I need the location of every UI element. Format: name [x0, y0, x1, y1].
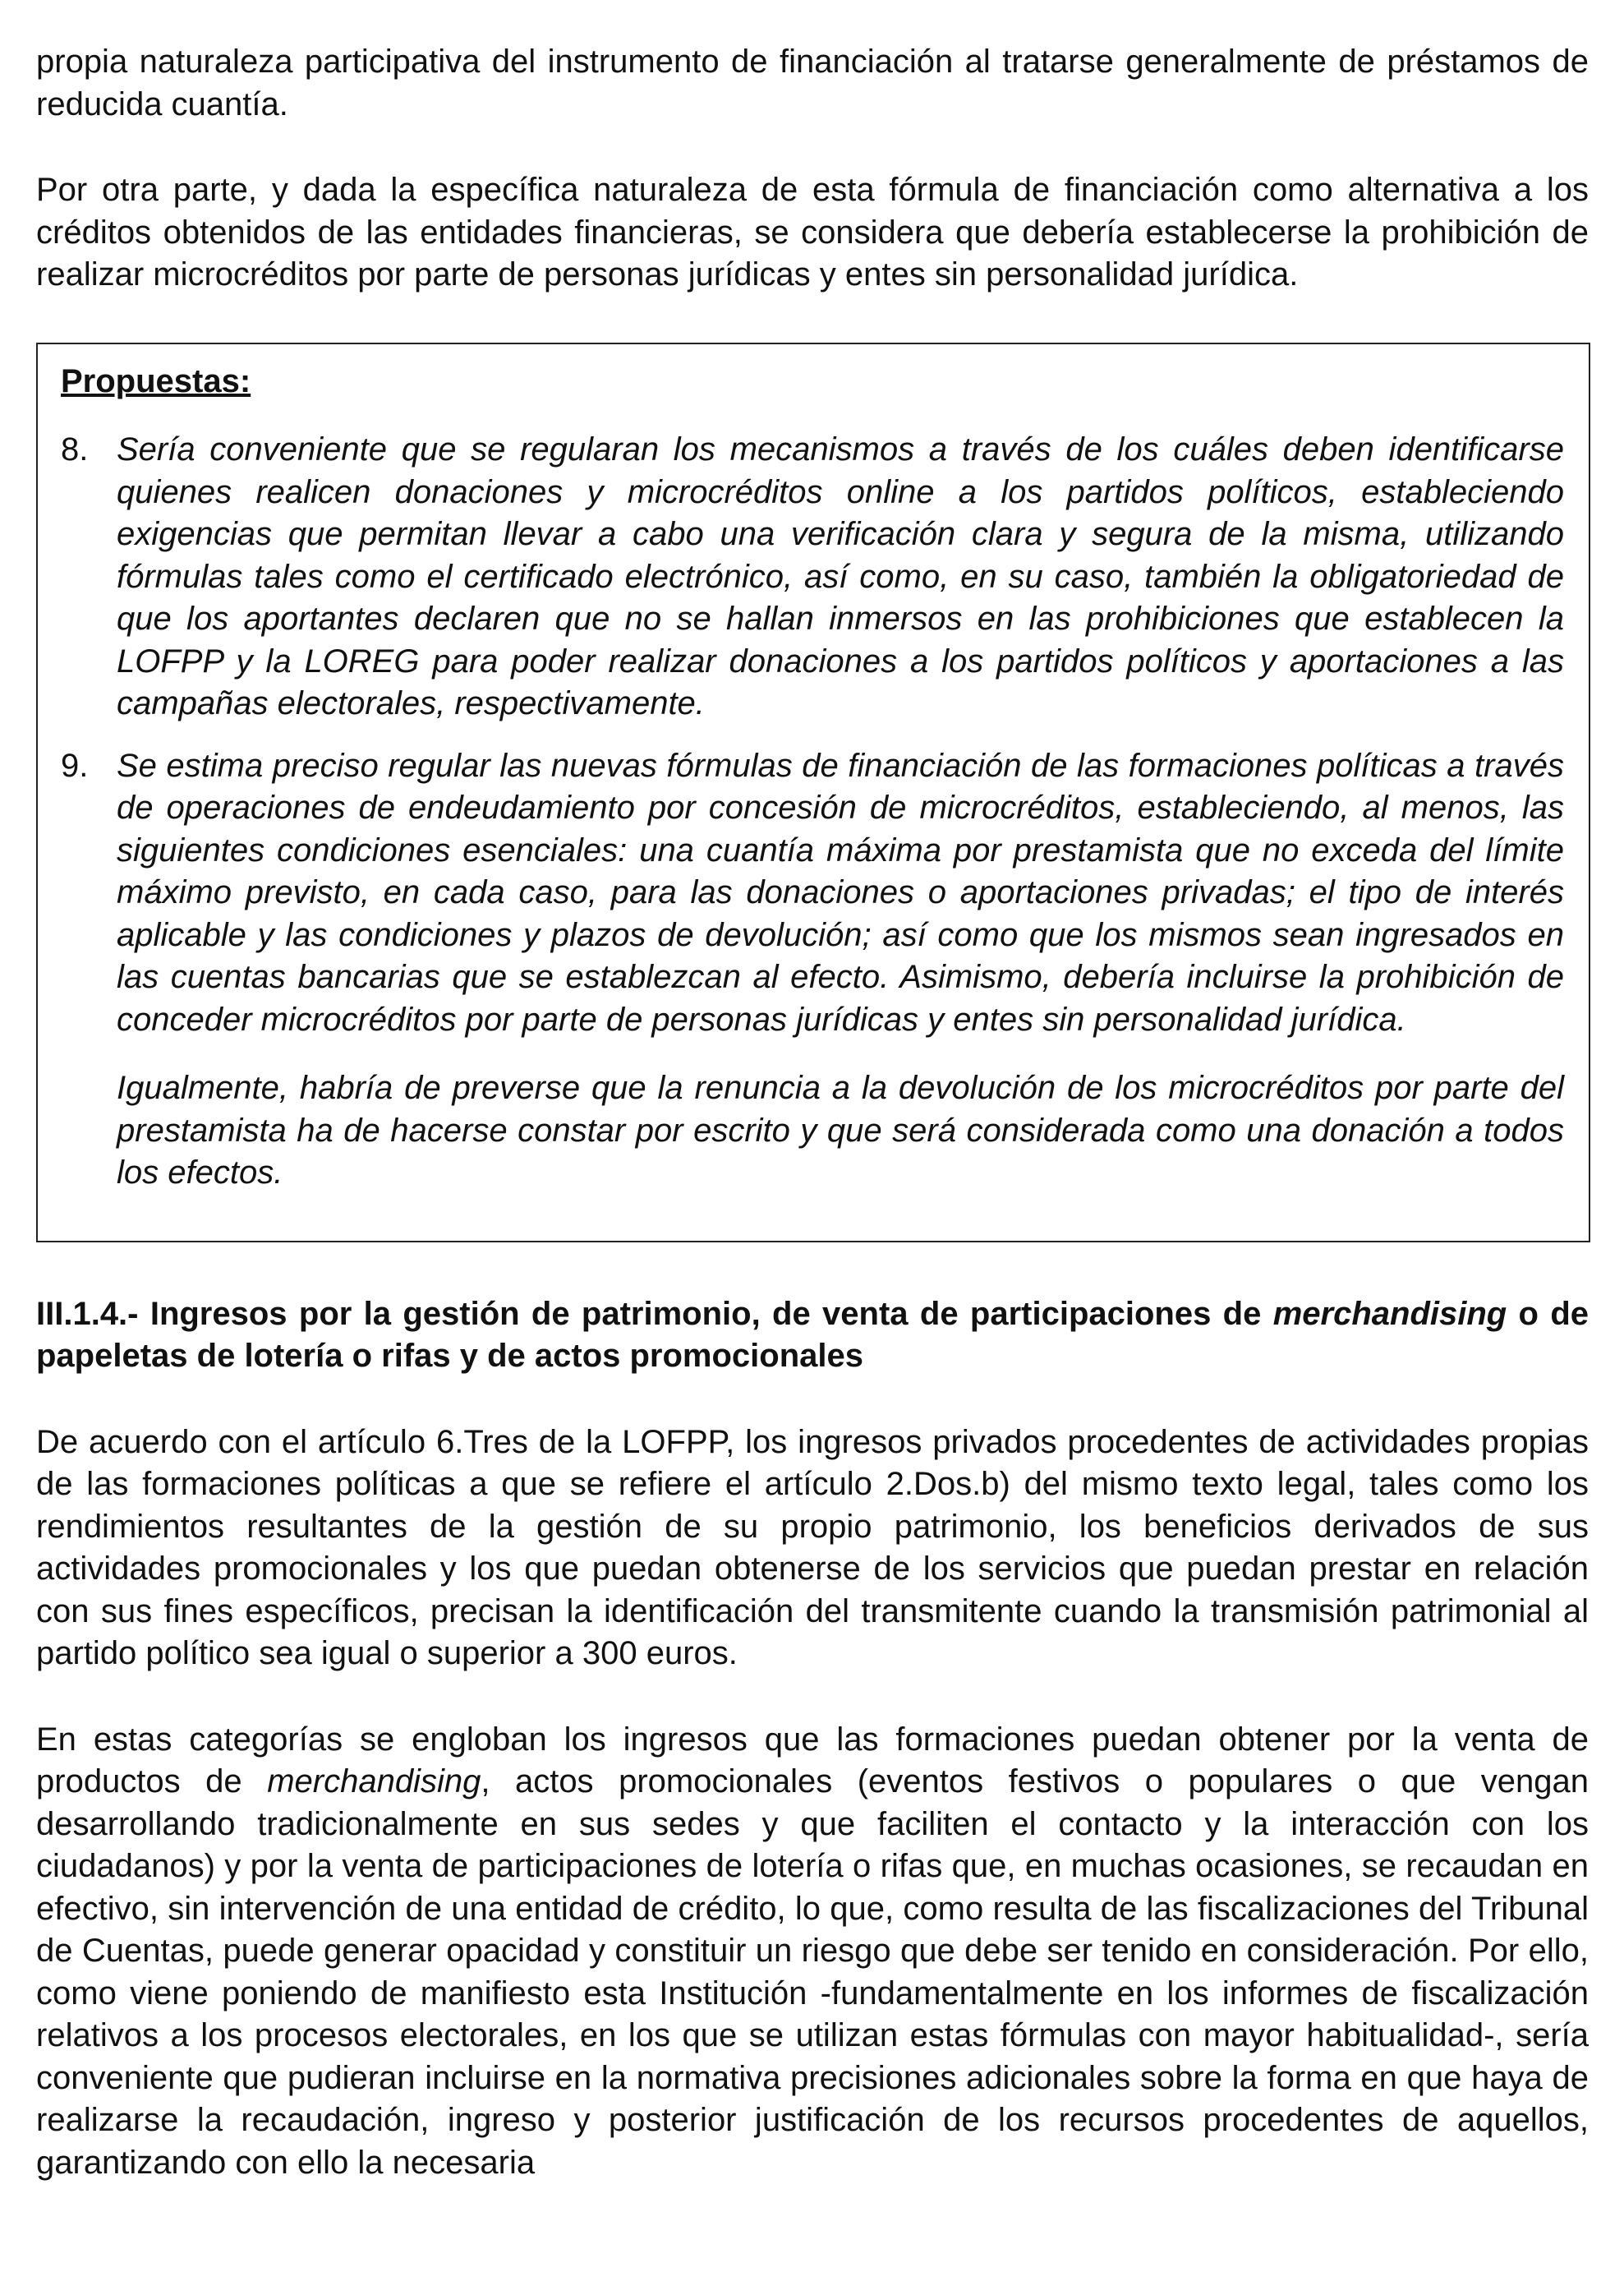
section-paragraph-1: De acuerdo con el artículo 6.Tres de la LOFPP, los ingresos privados procedentes de actividades propias de las formaciones políticas a que se refiere el artículo 2.Dos.b) del mismo texto legal, tales como los rendimientos resultantes de la gestión de su propio patrimonio, los beneficios derivados de sus actividades promocionales y los que puedan obtenerse de los servicios que puedan prestar en relación con sus fines específicos, precisan la identificación del transmitente cuando la transmisión patrimonial al partido político sea igual o superior a 300 euros.: [36, 1423, 1589, 1671]
intro-paragraph-2: Por otra parte, y dada la específica naturaleza de esta fórmula de financiación como alternativa a los créditos obtenidos de las entidades financieras, se considera que debería establecerse la prohibición de realizar microcréditos por parte de personas jurídicas y entes sin personalidad jurídica.: [36, 172, 1589, 293]
section-heading-text: III.1.4.- Ingresos por la gestión de patrimonio, de venta de participaciones de: [36, 1295, 1273, 1332]
proposal-item-8: [61, 429, 1564, 726]
section-paragraph-2-start: En estas categorías se engloban los ingresos que las formaciones puedan obtener por la venta de productos de: [36, 1721, 1589, 1799]
document-page: [36, 41, 1589, 2184]
section-paragraph-2: [36, 1719, 1589, 2185]
proposal-body: [117, 429, 1564, 726]
proposal-paragraph: Igualmente, habría de preverse que la renuncia a la devolución de los microcréditos por parte del prestamista ha de hacerse constar por escrito y que será considerada como una donación a todos los efectos.: [117, 1070, 1564, 1191]
section-heading-emphasis: merchandising: [1272, 1295, 1507, 1332]
intro-paragraph-1: propia naturaleza participativa del instrumento de financiación al tratarse generalmente de préstamos de reducida cuantía.: [36, 44, 1589, 122]
section-paragraph-2-emphasis: merchandising: [267, 1763, 481, 1799]
proposal-number: 8.: [61, 431, 89, 468]
proposal-item-9: [61, 745, 1564, 1195]
section-heading-text-end: o de papeletas de lotería o rifas y de actos promocionales: [36, 1295, 1589, 1374]
section-paragraph-2-end: , actos promocionales (eventos festivos o populares o que vengan desarrollando tradicionalmente en sus sedes y que faciliten el contacto y la interacción con los ciudadanos) y por la venta de participaciones de lotería o rifas que, en muchas ocasiones, se recaudan en efectivo, sin intervención de una entidad de crédito, lo que, como resulta de las fiscalizaciones del Tribunal de Cuentas, puede generar opacidad y constituir un riesgo que debe ser tenido en consideración. Por ello, como viene poniendo de manifiesto esta Institución -fundamentalmente en los informes de fiscalización relativos a los procesos electorales, en los que se utilizan estas fórmulas con mayor habitualidad-, sería conveniente que pudieran incluirse en la normativa precisiones adicionales sobre la forma en que haya de realizarse la recaudación, ingreso y posterior justificación de los recursos procedentes de aquellos, garantizando con ello la necesaria: [36, 1763, 1589, 2181]
section-heading: [36, 1293, 1589, 1378]
proposal-number: 9.: [61, 747, 89, 784]
proposal-body: [117, 745, 1564, 1195]
proposals-box: [36, 343, 1590, 1242]
proposal-paragraph: Se estima preciso regular las nuevas fórmulas de financiación de las formaciones políticas a través de operaciones de endeudamiento por concesión de microcréditos, estableciendo, al menos, las siguientes condiciones esenciales: una cuantía máxima por prestamista que no exceda del límite máximo previsto, en cada caso, para las donaciones o aportaciones privadas; el tipo de interés aplicable y las condiciones y plazos de devolución; así como que los mismos sean ingresados en las cuentas bancarias que se establezcan al efecto. Asimismo, debería incluirse la prohibición de conceder microcréditos por parte de personas jurídicas y entes sin personalidad jurídica.: [117, 747, 1564, 1038]
proposals-title: Propuestas:: [61, 362, 251, 399]
proposal-paragraph: Sería conveniente que se regularan los mecanismos a través de los cuáles deben identificarse quienes realicen donaciones y microcréditos online a los partidos políticos, estableciendo exigencias que permitan llevar a cabo una verificación clara y segura de la misma, utilizando fórmulas tales como el certificado electrónico, así como, en su caso, también la obligatoriedad de que los aportantes declaren que no se hallan inmersos en las prohibiciones que establecen la LOFPP y la LOREG para poder realizar donaciones a los partidos políticos y aportaciones a las campañas electorales, respectivamente.: [117, 431, 1564, 721]
